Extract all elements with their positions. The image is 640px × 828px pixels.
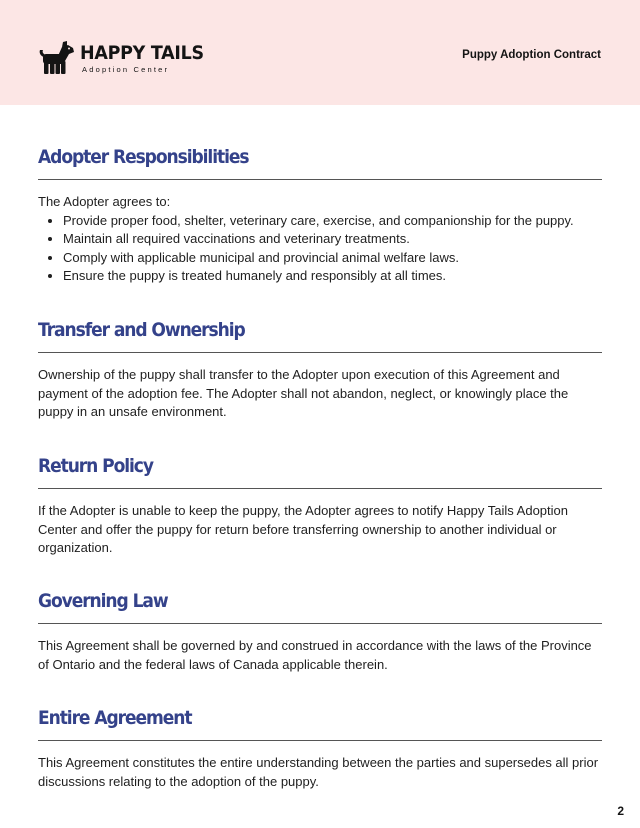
section-text: Ownership of the puppy shall transfer to the Adopter upon execution of this Agreement and payment of the adoption fee. The Adopter shall not abandon, neglect, or knowingly place the puppy in an unsafe environment. bbox=[38, 367, 569, 420]
logo bbox=[38, 40, 215, 76]
brand-subtitle: Adoption Center bbox=[82, 64, 170, 74]
section-heading: Transfer and Ownership bbox=[38, 319, 245, 341]
list-item: • Ensure the puppy is treated humanely and responsibly at all times. bbox=[63, 267, 602, 286]
section-governing-law bbox=[38, 589, 602, 674]
list-item: • Maintain all required vaccinations and veterinary treatments. bbox=[63, 230, 602, 249]
section-body bbox=[38, 637, 602, 674]
brand-title: HAPPY TAILS bbox=[80, 41, 204, 64]
section-transfer-ownership bbox=[38, 318, 602, 422]
section-divider bbox=[38, 488, 602, 489]
section-divider bbox=[38, 623, 602, 624]
section-intro: The Adopter agrees to: bbox=[38, 194, 171, 209]
document-title: Puppy Adoption Contract bbox=[462, 49, 601, 61]
section-divider bbox=[38, 179, 602, 180]
section-body bbox=[38, 754, 602, 791]
section-heading: Adopter Responsibilities bbox=[38, 146, 249, 168]
section-divider bbox=[38, 352, 602, 353]
list-item: • Provide proper food, shelter, veterinary care, exercise, and companionship for the puppy. bbox=[63, 212, 602, 231]
section-entire-agreement bbox=[38, 706, 602, 791]
section-body bbox=[38, 502, 602, 558]
section-heading: Governing Law bbox=[38, 590, 168, 612]
section-text: This Agreement constitutes the entire understanding between the parties and supersedes all prior discussions relating to the adoption of the puppy. bbox=[38, 755, 599, 789]
page-header bbox=[0, 0, 640, 105]
section-body bbox=[38, 366, 602, 422]
section-heading: Entire Agreement bbox=[38, 707, 192, 729]
section-body bbox=[38, 193, 602, 286]
section-return-policy bbox=[38, 454, 602, 558]
section-divider bbox=[38, 740, 602, 741]
dog-icon bbox=[38, 41, 75, 75]
section-heading: Return Policy bbox=[38, 455, 153, 477]
section-text: This Agreement shall be governed by and construed in accordance with the laws of the Province of Ontario and the federal laws of Canada applicable therein. bbox=[38, 638, 592, 672]
section-text: If the Adopter is unable to keep the puppy, the Adopter agrees to notify Happy Tails Adoption Center and offer the puppy for return before transferring ownership to another individual or organization. bbox=[38, 503, 568, 556]
section-adopter-responsibilities bbox=[38, 145, 602, 286]
list-item: • Comply with applicable municipal and provincial animal welfare laws. bbox=[63, 249, 602, 268]
responsibilities-list bbox=[38, 212, 602, 286]
page-number: 2 bbox=[617, 804, 624, 818]
